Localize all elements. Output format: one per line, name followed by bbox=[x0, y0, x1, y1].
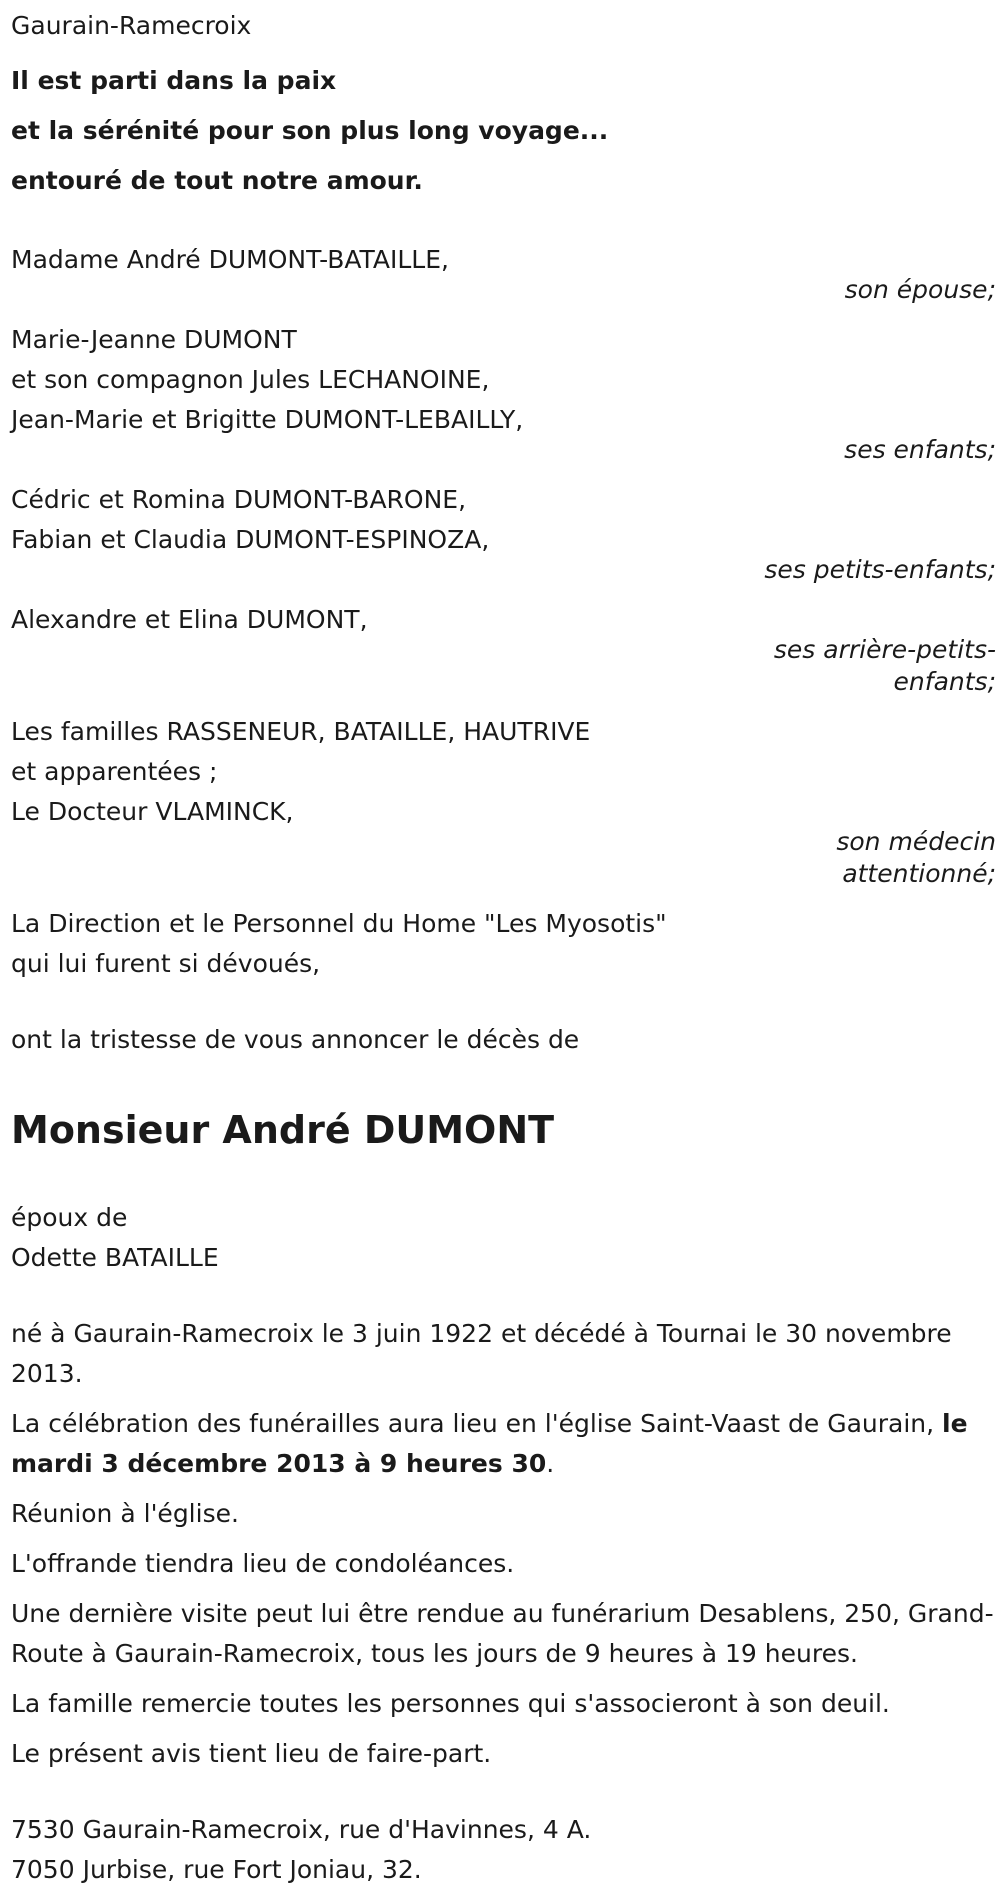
relation-label: son médecin bbox=[836, 827, 996, 856]
relation-label: ses enfants; bbox=[844, 435, 996, 464]
ceremony-location: La célébration des funérailles aura lieu en l'église Saint-Vaast de Gaurain, bbox=[11, 1409, 943, 1438]
verse-line: entouré de tout notre amour. bbox=[11, 166, 423, 195]
obituary-notice bbox=[11, 6, 996, 1890]
family-group-spouse bbox=[11, 240, 996, 310]
family-name-line: Les familles RASSENEUR, BATAILLE, HAUTRIVE bbox=[11, 717, 591, 746]
family-name-line: Cédric et Romina DUMONT-BARONE, bbox=[11, 485, 467, 514]
relation-label: ses arrière-petits- bbox=[773, 635, 996, 664]
town-name: Gaurain-Ramecroix bbox=[11, 11, 252, 40]
spouse-name: Odette BATAILLE bbox=[11, 1243, 219, 1272]
family-name-line: Alexandre et Elina DUMONT, bbox=[11, 605, 368, 634]
family-name-line: Le Docteur VLAMINCK, bbox=[11, 797, 294, 826]
spouse-info bbox=[11, 1198, 996, 1278]
thanks-text: La famille remercie toutes les personnes qui s'associeront à son deuil. bbox=[11, 1689, 890, 1718]
birth-death-text: né à Gaurain-Ramecroix le 3 juin 1922 et décédé à Tournai le 30 novembre 2013. bbox=[11, 1319, 952, 1388]
address-line: 7530 Gaurain-Ramecroix, rue d'Havinnes, 4 A. bbox=[11, 1815, 592, 1844]
relation-label: son épouse; bbox=[844, 275, 996, 304]
family-group-home-staff bbox=[11, 904, 996, 984]
family-name-line: La Direction et le Personnel du Home "Les Myosotis" bbox=[11, 909, 667, 938]
visit-text: Une dernière visite peut lui être rendue au funérarium Desablens, 250, Grand-Route à Gaurain-Ramecroix, tous les jours de 9 heures à 19 heures. bbox=[11, 1599, 994, 1668]
family-name-line: et son compagnon Jules LECHANOINE, bbox=[11, 365, 490, 394]
verse bbox=[11, 56, 996, 206]
family-group-children bbox=[11, 320, 996, 470]
spouse-label: époux de bbox=[11, 1203, 128, 1232]
family-name-line: Fabian et Claudia DUMONT-ESPINOZA, bbox=[11, 525, 490, 554]
family-name-line: Madame André DUMONT-BATAILLE, bbox=[11, 245, 449, 274]
family-group-families-doctor bbox=[11, 712, 996, 894]
address-line: 7050 Jurbise, rue Fort Joniau, 32. bbox=[11, 1855, 422, 1884]
offering-text: L'offrande tiendra lieu de condoléances. bbox=[11, 1549, 515, 1578]
ceremony-date: le mardi 3 décembre 2013 à 9 heures 30 bbox=[11, 1409, 968, 1478]
family-name-line: Jean-Marie et Brigitte DUMONT-LEBAILLY, bbox=[11, 405, 524, 434]
family-group-great-grandchildren bbox=[11, 600, 996, 702]
family-name-line: qui lui furent si dévoués, bbox=[11, 949, 321, 978]
ceremony-end: . bbox=[546, 1449, 555, 1478]
family-name-line: et apparentées ; bbox=[11, 757, 218, 786]
verse-line: et la sérénité pour son plus long voyage... bbox=[11, 116, 609, 145]
relation-label: ses petits-enfants; bbox=[764, 555, 996, 584]
addresses bbox=[11, 1810, 996, 1890]
deceased-name: Monsieur André DUMONT bbox=[11, 1108, 555, 1152]
family-group-grandchildren bbox=[11, 480, 996, 590]
verse-line: Il est parti dans la paix bbox=[11, 66, 337, 95]
notice-text: Le présent avis tient lieu de faire-part. bbox=[11, 1739, 492, 1768]
ceremony-text bbox=[11, 1404, 996, 1484]
meeting-text: Réunion à l'église. bbox=[11, 1499, 239, 1528]
announcement: ont la tristesse de vous annoncer le décès de bbox=[11, 1025, 580, 1054]
family-name-line: Marie-Jeanne DUMONT bbox=[11, 325, 297, 354]
relation-label: enfants; bbox=[893, 667, 996, 696]
relation-label: attentionné; bbox=[842, 859, 996, 888]
